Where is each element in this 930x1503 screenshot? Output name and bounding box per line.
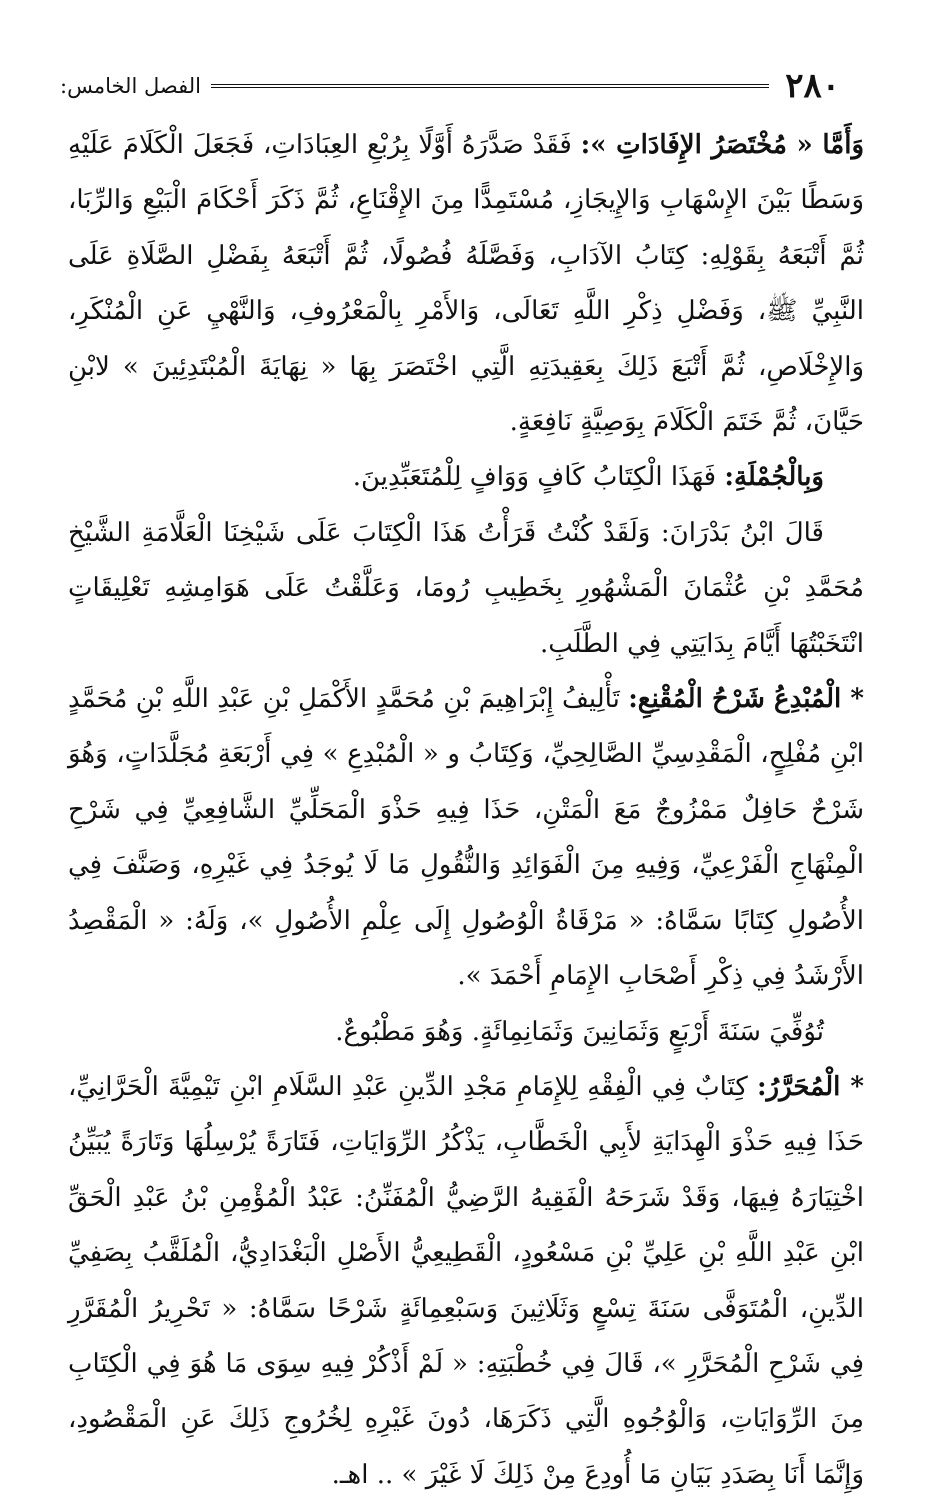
paragraph-text: فَقَدْ صَدَّرَهُ أَوَّلًا بِرُبْعِ العِبَادَاتِ، فَجَعَلَ الْكَلَامَ عَلَيْهِ وَسَطًا بَيْنَ الإِسْهَابِ وَالإِيجَازِ، مُسْتَمِدًّا مِنَ الإِقْنَاعِ، ثُمَّ ذَكَرَ أَحْكَامَ الْبَيْعِ وَالرِّبَا، ثُمَّ أَتْبَعَهُ بِقَوْلِهِ: كِتَابُ الآدَابِ، وَفَصَّلَهُ فُصُولًا، ثُمَّ أَتْبَعَهُ بِفَضْلِ الصَّلَاةِ عَلَى النَّبِيِّ ﷺ، وَفَضْلِ ذِكْرِ اللَّهِ تَعَالَى، وَالأَمْرِ بِالْمَعْرُوفِ، وَالنَّهْيِ عَنِ الْمُنْكَرِ، وَالإِخْلَاصِ، ثُمَّ أَتْبَعَ ذَلِكَ بِعَقِيدَتِهِ الَّتِي اخْتَصَرَ بِهَا « نِهَايَةَ الْمُبْتَدِئِينَ » لابْنِ حَيَّانَ، ثُمَّ خَتَمَ الْكَلَامَ بِوَصِيَّةٍ نَافِعَةٍ. (68, 130, 864, 438)
paragraph-al-mubdi (68, 672, 864, 1004)
body-text (68, 118, 864, 1503)
header-rule (211, 84, 769, 88)
paragraph-text: فَهَذَا الْكِتَابُ كَافٍ وَوَافٍ لِلْمُتَعَبِّدِينَ. (352, 462, 725, 493)
paragraph-lead: * الْمُبْدِعُ شَرْحُ الْمُقْنِعِ: (628, 684, 864, 715)
paragraph-lead: وَأَمَّا « مُخْتَصَرُ الإِفَادَاتِ »: (580, 130, 865, 160)
paragraph-lead: وَبِالْجُمْلَةِ: (724, 462, 824, 493)
paragraph-text: تَأْلِيفُ إِبْرَاهِيمَ بْنِ مُحَمَّدٍ الأَكْمَلِ بْنِ عَبْدِ اللَّهِ بْنِ مُحَمَّدٍ ابْنِ مُفْلِحٍ، الْمَقْدِسِيِّ الصَّالِحِيِّ، وَكِتَابُ و « الْمُبْدِعِ » فِي أَرْبَعَةِ مُجَلَّدَاتٍ، وَهُوَ شَرْحٌ حَافِلٌ مَمْزُوجٌ مَعَ الْمَتْنِ، حَذَا فِيهِ حَذْوَ الْمَحَلِّيِّ الشَّافِعِيِّ فِي شَرْحِ الْمِنْهَاجِ الْفَرْعِيِّ، وَفِيهِ مِنَ الْفَوَائِدِ وَالنُّقُولِ مَا لَا يُوجَدُ فِي غَيْرِهِ، وَصَنَّفَ فِي الأُصُولِ كِتَابًا سَمَّاهُ: « مَرْقَاةُ الْوُصُولِ إِلَى عِلْمِ الأُصُولِ »، وَلَهُ: « الْمَقْصِدُ الأَرْشَدُ فِي ذِكْرِ أَصْحَابِ الإِمَامِ أَحْمَدَ ». (68, 684, 864, 992)
paragraph-lead: * الْمُحَرَّرُ: (756, 1071, 864, 1102)
page-header (60, 66, 840, 106)
paragraph-text: قَالَ ابْنُ بَدْرَانَ: وَلَقَدْ كُنْتُ قَرَأْتُ هَذَا الْكِتَابَ عَلَى شَيْخِنَا الْعَلَّامَةِ الشَّيْخِ مُحَمَّدِ بْنِ عُثْمَانَ الْمَشْهُورِ بِخَطِيبِ رُومَا، وَعَلَّقْتُ عَلَى هَوَامِشِهِ تَعْلِيقَاتٍ انْتَخَبْتُهَا أَيَّامَ بِدَايَتِي فِي الطَّلَبِ. (68, 517, 864, 659)
paragraph-ibn-badran (68, 506, 864, 672)
page-number: ٢٨٠ (785, 66, 840, 106)
paragraph-mukhtasar-al-ifadat (68, 118, 864, 450)
paragraph-death-year (68, 1005, 864, 1060)
paragraph-al-muharrar (68, 1060, 864, 1503)
paragraph-summary (68, 450, 864, 505)
chapter-title: الفصل الخامس: (60, 74, 201, 98)
paragraph-text: كِتَابٌ فِي الْفِقْهِ لِلإِمَامِ مَجْدِ الدِّينِ عَبْدِ السَّلَامِ ابْنِ تَيْمِيَّةَ الْحَرَّانِيِّ، حَذَا فِيهِ حَذْوَ الْهِدَايَةِ لأَبِي الْخَطَّابِ، يَذْكُرُ الرِّوَايَاتِ، فَتَارَةً يُرْسِلُهَا وَتَارَةً يُبَيِّنُ اخْتِيَارَهُ فِيهَا، وَقَدْ شَرَحَهُ الْفَقِيهُ الرَّضِيُّ الْمُفَنِّنُ: عَبْدُ الْمُؤْمِنِ بْنُ عَبْدِ الْحَقِّ ابْنِ عَبْدِ اللَّهِ بْنِ عَلِيِّ بْنِ مَسْعُودٍ، الْقَطِيعِيُّ الأَصْلِ الْبَغْدَادِيُّ، الْمُلَقَّبُ بِصَفِيِّ الدِّينِ، الْمُتَوَفَّى سَنَةَ تِسْعٍ وَثَلَاثِينَ وَسَبْعِمِائَةٍ شَرْحًا سَمَّاهُ: « تَحْرِيرُ الْمُقَرَّرِ فِي شَرْحِ الْمُحَرَّرِ »، قَالَ فِي خُطْبَتِهِ: « لَمْ أَذْكُرْ فِيهِ سِوَى مَا هُوَ فِي الْكِتَابِ مِنَ الرِّوَايَاتِ، وَالْوُجُوهِ الَّتِي ذَكَرَهَا، دُونَ غَيْرِهِ لِخُرُوجِ ذَلِكَ عَنِ الْمَقْصُودِ، وَإِنَّمَا أَنَا بِصَدَدِ بَيَانِ مَا أُودِعَ مِنْ ذَلِكَ لَا غَيْرَ » .. اهـ. (68, 1071, 864, 1490)
paragraph-text: تُوُفِّيَ سَنَةَ أَرْبَعٍ وَثَمَانِينَ وَثَمَانِمِائَةٍ. وَهُوَ مَطْبُوعٌ. (335, 1016, 824, 1047)
